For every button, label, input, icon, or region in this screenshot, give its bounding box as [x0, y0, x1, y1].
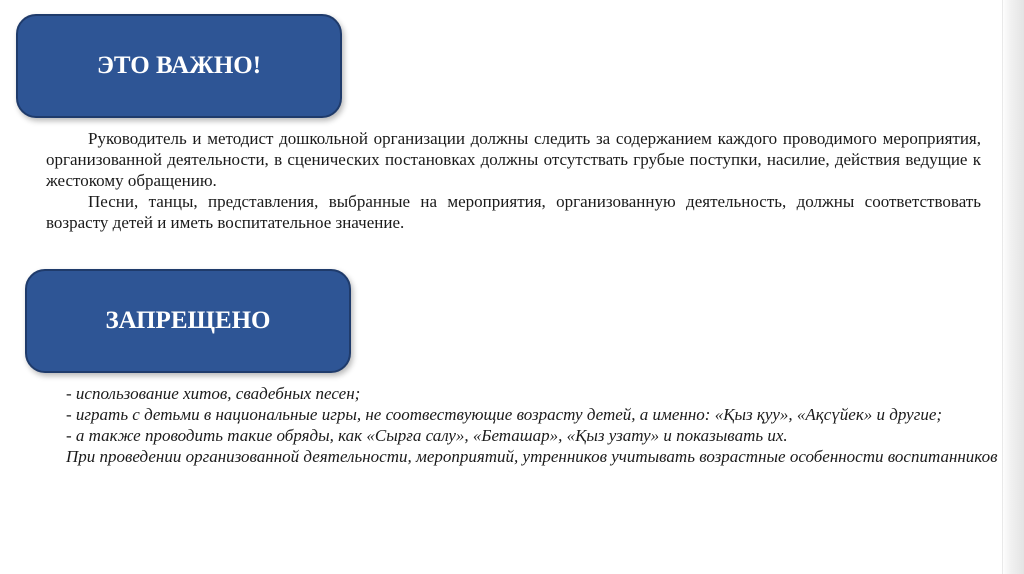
slide-edge — [1002, 0, 1024, 574]
important-badge-label: ЭТО ВАЖНО! — [96, 52, 262, 79]
important-badge — [16, 14, 342, 118]
forbidden-item-3: - а также проводить такие обряды, как «Сырға салу», «Беташар», «Қыз узату» и показывать их. — [66, 426, 788, 445]
forbidden-badge — [25, 269, 351, 373]
important-text-block — [46, 128, 981, 233]
forbidden-item-2: - играть с детьми в национальные игры, не соотвествующие возрасту детей, а именно: «Қыз қуу», «Ақсүйек» и другие; — [66, 405, 943, 424]
important-paragraph-1: Руководитель и методист дошкольной организации должны следить за содержанием каждого проводимого мероприятия, организованной деятельности, в сценических постановках должны отсутствать грубые поступки, насилие, действия ведущие к жестокому обращению. — [46, 129, 981, 190]
forbidden-item-1: - использование хитов, свадебных песен; — [66, 384, 361, 403]
forbidden-list — [32, 383, 999, 467]
forbidden-badge-label: ЗАПРЕЩЕНО — [105, 307, 271, 334]
important-paragraph-2: Песни, танцы, представления, выбранные на мероприятия, организованную деятельность, должны соответствовать возрасту детей и иметь воспитательное значение. — [46, 192, 981, 232]
forbidden-item-4: При проведении организованной деятельности, мероприятий, утренников учитывать возрастные особенности воспитанников — [66, 447, 998, 466]
